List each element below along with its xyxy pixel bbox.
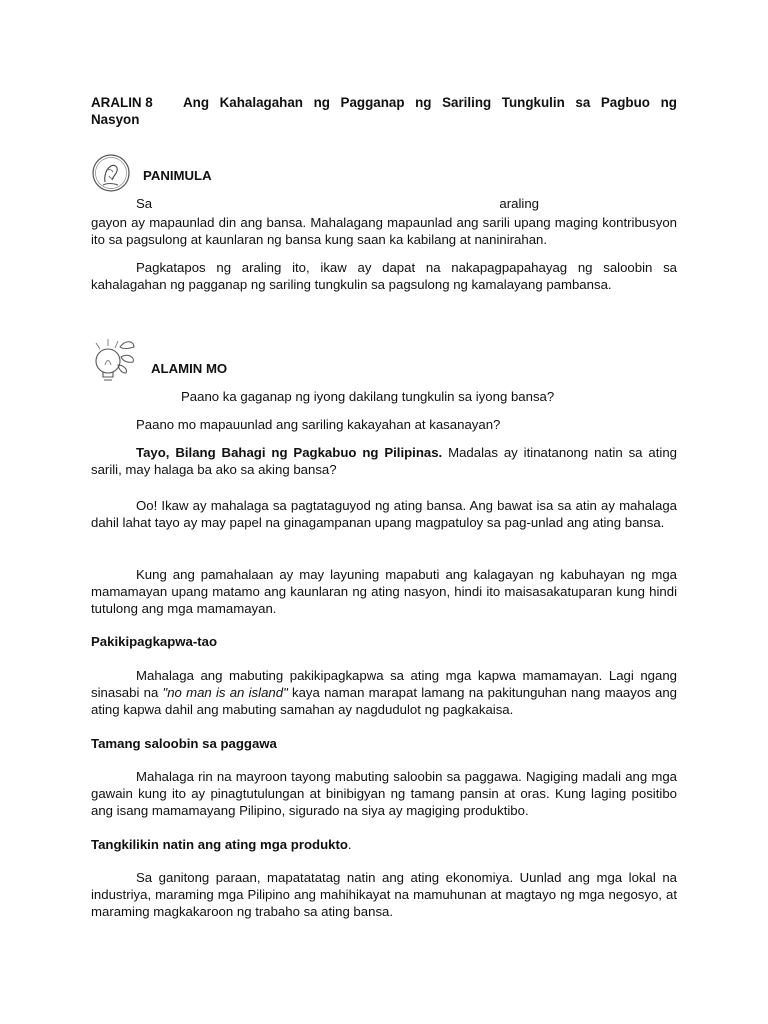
section-text-pakikipagkapwa-quote: "no man is an island" bbox=[162, 685, 288, 700]
alamin-mo-heading: ALAMIN MO bbox=[151, 361, 228, 376]
section-heading-tangkilikin bbox=[91, 836, 677, 853]
section-heading-pakikipagkapwa: Pakikipagkapwa-tao bbox=[91, 634, 218, 649]
section-heading-tangkilikin-period: . bbox=[347, 837, 352, 852]
lesson-title-word: Kahalagahan bbox=[219, 95, 303, 110]
section-heading-tangkilikin-text: Tangkilikin natin ang ating mga produkto bbox=[91, 837, 348, 852]
alamin-paragraph-2: Oo! Ikaw ay mahalaga sa pagtataguyod ng ating bansa. Ang bawat isa sa atin ay mahalaga dahil lahat tayo ay may papel na ginagampanan upang magpatuloy sa pag-unlad ang ating bansa. bbox=[91, 498, 677, 530]
lesson-title-words bbox=[183, 94, 677, 111]
lesson-title-word: ng bbox=[313, 95, 330, 110]
alamin-paragraph-1 bbox=[91, 444, 677, 478]
section-heading-saloobin: Tamang saloobin sa paggawa bbox=[91, 736, 277, 751]
panimula-line1-rest: gayon ay mapaunlad din ang bansa. Mahalagang mapaunlad ang sarili upang maging kontribusyon ito sa pagsulong at kaunlaran ng bansa kung saan ka kabilang at naninirahan. bbox=[91, 215, 677, 247]
section-text-pakikipagkapwa bbox=[91, 667, 677, 718]
alamin-question-2: Paano mo mapauunlad ang sariling kakayahan at kasanayan? bbox=[136, 417, 501, 432]
alamin-paragraph-1-text: Madalas ay itinatanong natin sa ating sarili, may halaga ba ako sa aking bansa? bbox=[91, 445, 677, 477]
section-text-saloobin: Mahalaga rin na mayroon tayong mabuting saloobin sa paggawa. Nagiging madali ang mga gawain kung ito ay pinagtutulungan at binibigyan ng tamang pansin at oras. Kung laging positibo ang isang mamamayang Pilipino, sigurado na siya ay magiging produktibo. bbox=[91, 769, 677, 818]
panimula-line1-left: Sa bbox=[136, 196, 153, 211]
panimula-paragraph-1 bbox=[91, 195, 677, 248]
lesson-title-line-2: Nasyon bbox=[91, 112, 140, 127]
lesson-title-word: sa bbox=[575, 95, 591, 110]
section-text-pakikipagkapwa-after: kaya naman marapat lamang na pakitunguhan nang maayos ang ating kapwa dahil ang mabuting samahan ay nagdudulot ng pagkakaisa. bbox=[91, 685, 677, 717]
lesson-title-word: Pagganap bbox=[340, 95, 405, 110]
lesson-title-word: Pagbuo bbox=[600, 95, 650, 110]
panimula-line1-right: araling bbox=[499, 196, 539, 211]
lesson-title-word: Tungkulin bbox=[501, 95, 565, 110]
alamin-paragraph-1-bold: Tayo, Bilang Bahagi ng Pagkabuo ng Pilipinas. bbox=[136, 445, 443, 460]
lesson-label: ARALIN 8 bbox=[91, 95, 153, 110]
section-text-pakikipagkapwa-before: Mahalaga ang mabuting pakikipagkapwa sa ating mga kapwa mamamayan. Lagi ngang sinasabi na bbox=[91, 668, 677, 700]
panimula-heading: PANIMULA bbox=[143, 168, 212, 183]
panimula-line-1 bbox=[91, 195, 539, 212]
lesson-title-word: ng bbox=[660, 95, 677, 110]
lesson-title-word: Ang bbox=[183, 95, 210, 110]
lesson-title-line-1 bbox=[91, 94, 677, 111]
panimula-paragraph-2: Pagkatapos ng araling ito, ikaw ay dapat na nakapagpapahayag ng saloobin sa kahalagahan ng pagganap ng sariling tungkulin sa pagsulong ng kamalayang pambansa. bbox=[91, 260, 677, 292]
sketch-portrait-icon bbox=[91, 152, 131, 194]
alamin-paragraph-3: Kung ang pamahalaan ay may layuning mapabuti ang kalagayan ng kabuhayan ng mga mamamayan upang matamo ang kaunlaran ng ating nasyon, hindi ito maisasakatuparan kung hindi tutulong ang mga mamamayan. bbox=[91, 567, 677, 616]
lesson-title-word: ng bbox=[415, 95, 432, 110]
lesson-title-word: Sariling bbox=[442, 95, 492, 110]
alamin-question-1: Paano ka gaganap ng iyong dakilang tungkulin sa iyong bansa? bbox=[181, 389, 555, 404]
lesson-title bbox=[91, 94, 677, 128]
lightbulb-and-leaves-icon bbox=[90, 335, 138, 385]
section-text-tangkilikin: Sa ganitong paraan, mapatatatag natin ang ating ekonomiya. Uunlad ang mga lokal na industriya, maraming mga Pilipino ang mahihikayat na mamuhunan at magtayo ng mga negosyo, at maraming magkakaroon ng trabaho sa ating bansa. bbox=[91, 870, 677, 919]
